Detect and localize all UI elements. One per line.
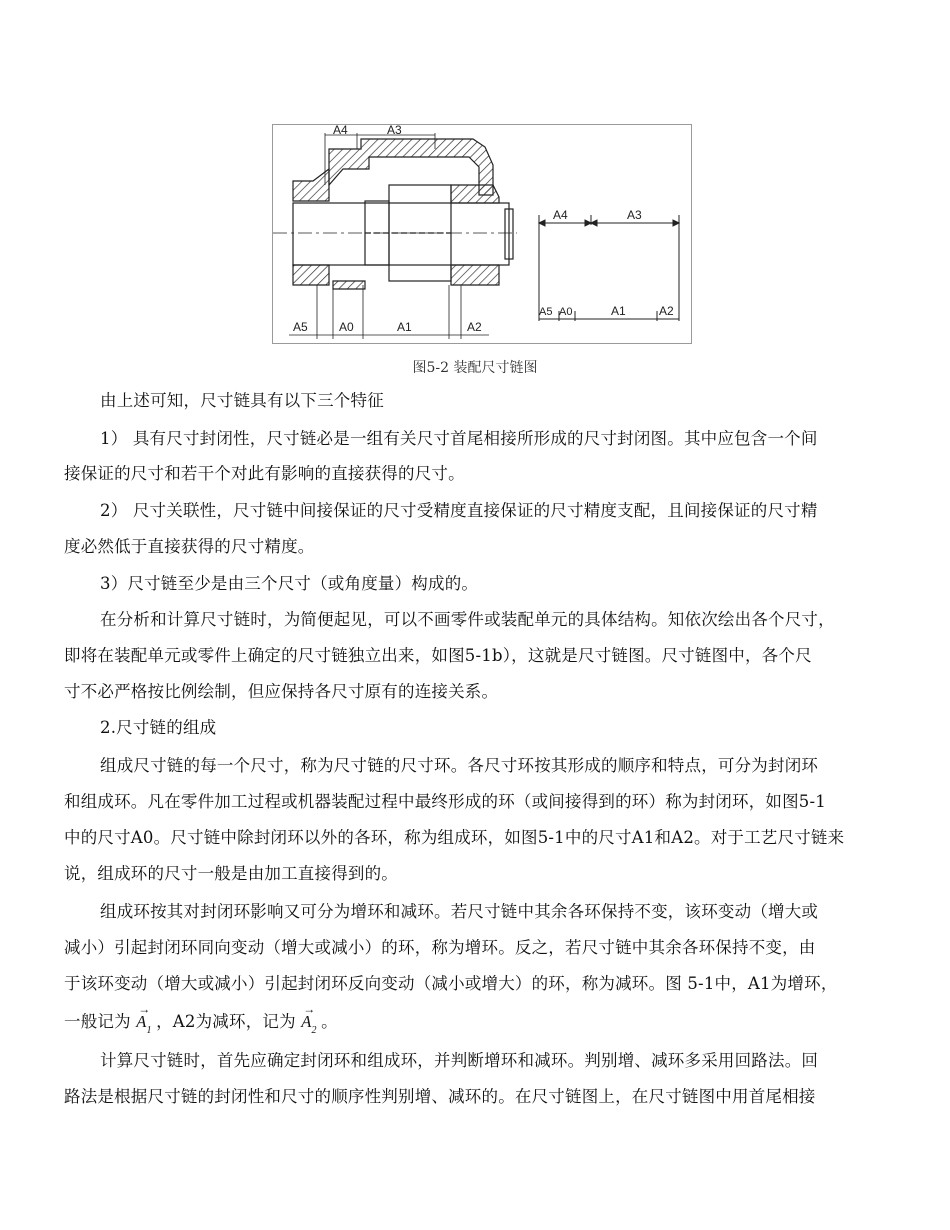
label-a0-chain: A0 xyxy=(559,306,573,318)
label-a1-chain: A1 xyxy=(611,304,626,318)
text-line: 2） 尺寸关联性，尺寸链中间接保证的尺寸受精度直接保证的尺寸精度支配，且间接保证的尺寸精 xyxy=(100,501,818,520)
formula-text-3: 。 xyxy=(321,1012,338,1031)
label-a0-assembly: A0 xyxy=(339,320,354,334)
var-a: A xyxy=(136,1012,147,1031)
label-a3-chain: A3 xyxy=(627,208,642,222)
assembly-dimension-chain-figure xyxy=(272,124,692,344)
label-a1-assembly: A1 xyxy=(397,320,412,334)
label-a5-chain: A5 xyxy=(539,306,553,318)
text-line: 接保证的尺寸和若干个对此有影响的直接获得的尺寸。 xyxy=(64,464,465,483)
label-a3-assembly: A3 xyxy=(387,125,402,137)
text-line: 3）尺寸链至少是由三个尺寸（或角度量）构成的。 xyxy=(100,574,479,593)
text-line: 和组成环。凡在零件加工过程或机器装配过程中最终形成的环（或间接得到的环）称为封闭环，如图5-1 xyxy=(64,792,826,811)
text-line: 1） 具有尺寸封闭性，尺寸链必是一组有关尺寸首尾相接所形成的尺寸封闭图。其中应包含一个间 xyxy=(100,429,818,448)
figure-caption: 图5-2 装配尺寸链图 xyxy=(412,360,538,376)
arrow-over-icon: → xyxy=(303,1002,316,1016)
text-line: 说，组成环的尺寸一般是由加工直接得到的。 xyxy=(64,864,398,883)
increasing-ring-symbol xyxy=(136,1002,156,1036)
label-a5-assembly: A5 xyxy=(293,320,308,334)
subscript-1: 1 xyxy=(146,1025,152,1036)
text-line: 路法是根据尺寸链的封闭性和尺寸的顺序性判别增、减环的。在尺寸链图上，在尺寸链图中用首尾相接 xyxy=(64,1087,816,1106)
formula-line xyxy=(64,1002,338,1036)
assembly-drawing xyxy=(273,133,517,339)
formula-text-2: ，A2为减环，记为 xyxy=(156,1012,296,1031)
text-line: 组成尺寸链的每一个尺寸，称为尺寸链的尺寸环。各尺寸环按其形成的顺序和特点，可分为封闭环 xyxy=(100,756,819,775)
section-heading: 2.尺寸链的组成 xyxy=(100,718,217,737)
decreasing-ring-symbol xyxy=(301,1002,321,1036)
text-line: 计算尺寸链时，首先应确定封闭环和组成环，并判断增环和减环。判别增、减环多采用回路法。回 xyxy=(100,1051,819,1070)
text-line: 由上述可知，尺寸链具有以下三个特征 xyxy=(100,391,384,410)
var-a: A xyxy=(301,1012,312,1031)
label-a2-chain: A2 xyxy=(659,304,674,318)
figure-drawing xyxy=(273,125,691,343)
label-a4-assembly: A4 xyxy=(333,125,348,137)
formula-text-1: 一般记为 xyxy=(64,1012,131,1031)
subscript-2: 2 xyxy=(311,1025,317,1036)
text-line: 组成环按其对封闭环影响又可分为增环和减环。若尺寸链中其余各环保持不变，该环变动（增大或 xyxy=(100,902,819,921)
text-line: 减小）引起封闭环同向变动（增大或减小）的环，称为增环。反之，若尺寸链中其余各环保持不变，由 xyxy=(64,938,816,957)
text-line: 度必然低于直接获得的尺寸精度。 xyxy=(64,537,315,556)
text-line: 中的尺寸A0。尺寸链中除封闭环以外的各环，称为组成环，如图5-1中的尺寸A1和A2。对于工艺尺寸链来 xyxy=(64,828,845,847)
text-line: 在分析和计算尺寸链时，为简便起见，可以不画零件或装配单元的具体结构。知依次绘出各个尺寸， xyxy=(100,610,835,629)
label-a2-assembly: A2 xyxy=(467,320,482,334)
label-a4-chain: A4 xyxy=(553,208,568,222)
text-line: 于该环变动（增大或减小）引起封闭环反向变动（减小或增大）的环，称为减环。图 5-1中，A1为增环， xyxy=(64,974,838,993)
arrow-over-icon: → xyxy=(138,1002,151,1016)
text-line: 寸不必严格按比例绘制，但应保持各尺寸原有的连接关系。 xyxy=(64,682,499,701)
text-line: 即将在装配单元或零件上确定的尺寸链独立出来，如图5-1b），这就是尺寸链图。尺寸链图中，各个尺 xyxy=(64,646,812,665)
